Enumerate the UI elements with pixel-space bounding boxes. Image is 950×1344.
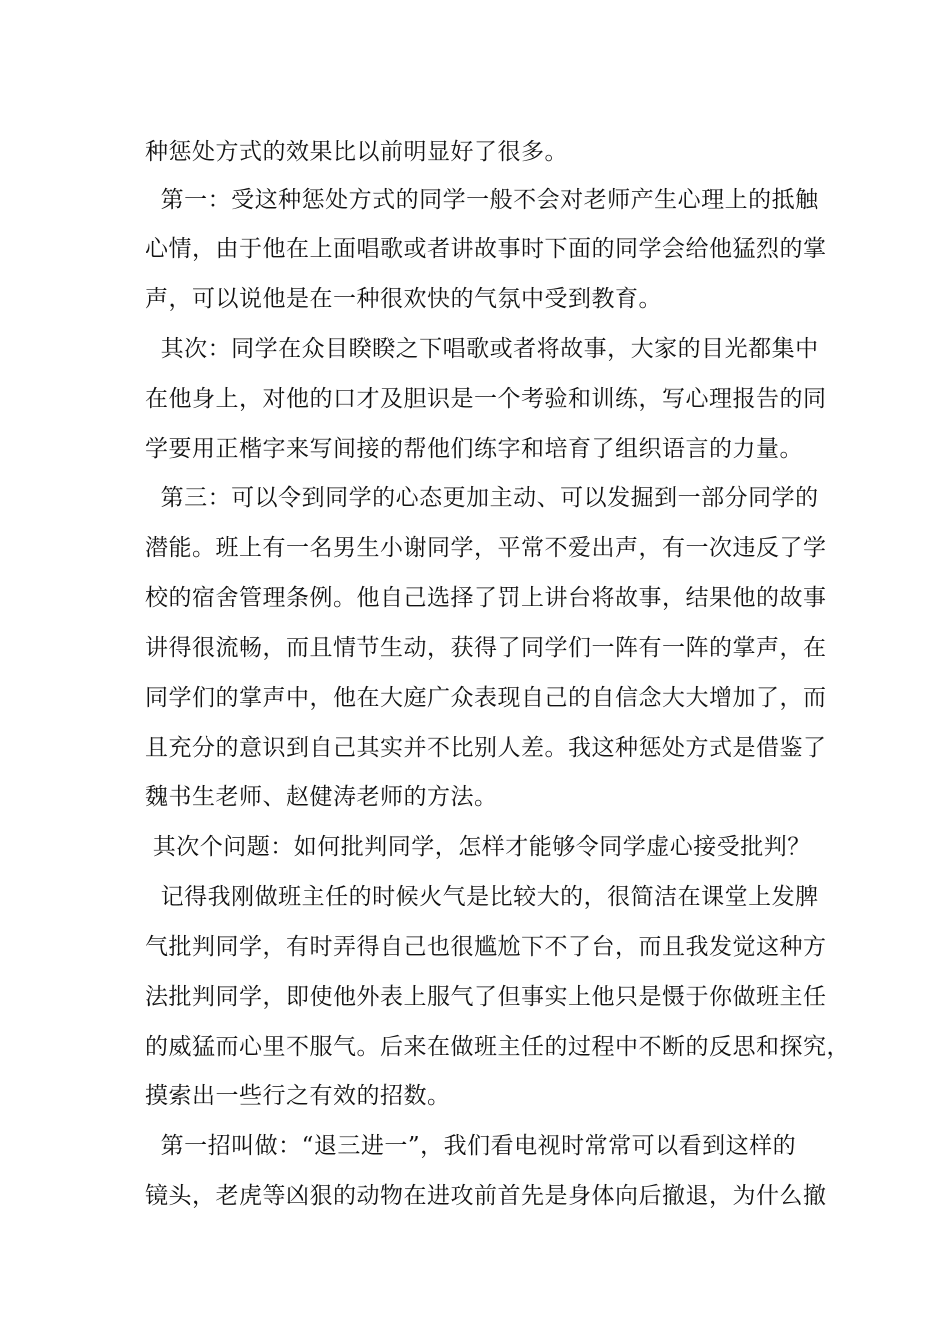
text-line: 同学们的掌声中，他在大庭广众表现自己的自信念大大增加了，而 — [145, 685, 827, 711]
text-line: 声，可以说他是在一种很欢快的气氛中受到教育。 — [145, 286, 662, 312]
text-line: 潜能。班上有一名男生小谢同学，平常不爱出声，有一次违反了学 — [145, 535, 827, 561]
text-line: 第三：可以令到同学的心态更加主动、可以发掘到一部分同学的 — [145, 485, 819, 511]
text-line: 法批判同学，即使他外表上服气了但事实上他只是慑于你做班主任 — [145, 984, 827, 1010]
text-line: 第一：受这种惩处方式的同学一般不会对老师产生心理上的抵触 — [145, 187, 819, 213]
text-line: 其次：同学在众目睽睽之下唱歌或者将故事，大家的目光都集中 — [145, 336, 819, 362]
text-line: 学要用正楷字来写间接的帮他们练字和培育了组织语言的力量。 — [145, 436, 803, 462]
text-line: 种惩处方式的效果比以前明显好了很多。 — [145, 139, 568, 165]
text-line: 摸索出一些行之有效的招数。 — [145, 1083, 451, 1109]
text-line: 的威猛而心里不服气。后来在做班主任的过程中不断的反思和探究， — [145, 1034, 850, 1060]
text-line: 讲得很流畅，而且情节生动，获得了同学们一阵有一阵的掌声，在 — [145, 635, 827, 661]
text-line: 第一招叫做：“退三进一”，我们看电视时常常可以看到这样的 — [145, 1133, 797, 1159]
text-line: 在他身上，对他的口才及胆识是一个考验和训练，写心理报告的同 — [145, 386, 827, 412]
text-line: 校的宿舍管理条例。他自己选择了罚上讲台将故事，结果他的故事 — [145, 585, 827, 611]
text-line: 心情，由于他在上面唱歌或者讲故事时下面的同学会给他猛烈的掌 — [145, 236, 827, 262]
text-line: 且充分的意识到自己其实并不比别人差。我这种惩处方式是借鉴了 — [145, 735, 827, 761]
text-line: 记得我刚做班主任的时候火气是比较大的，很简洁在课堂上发脾 — [145, 884, 819, 910]
text-line: 魏书生老师、赵健涛老师的方法。 — [145, 784, 498, 810]
text-line: 其次个问题：如何批判同学，怎样才能够令同学虚心接受批判？ — [145, 834, 811, 860]
text-line: 气批判同学，有时弄得自己也很尴尬下不了台，而且我发觉这种方 — [145, 934, 827, 960]
text-line: 镜头，老虎等凶狠的动物在进攻前首先是身体向后撤退，为什么撤 — [145, 1183, 827, 1209]
